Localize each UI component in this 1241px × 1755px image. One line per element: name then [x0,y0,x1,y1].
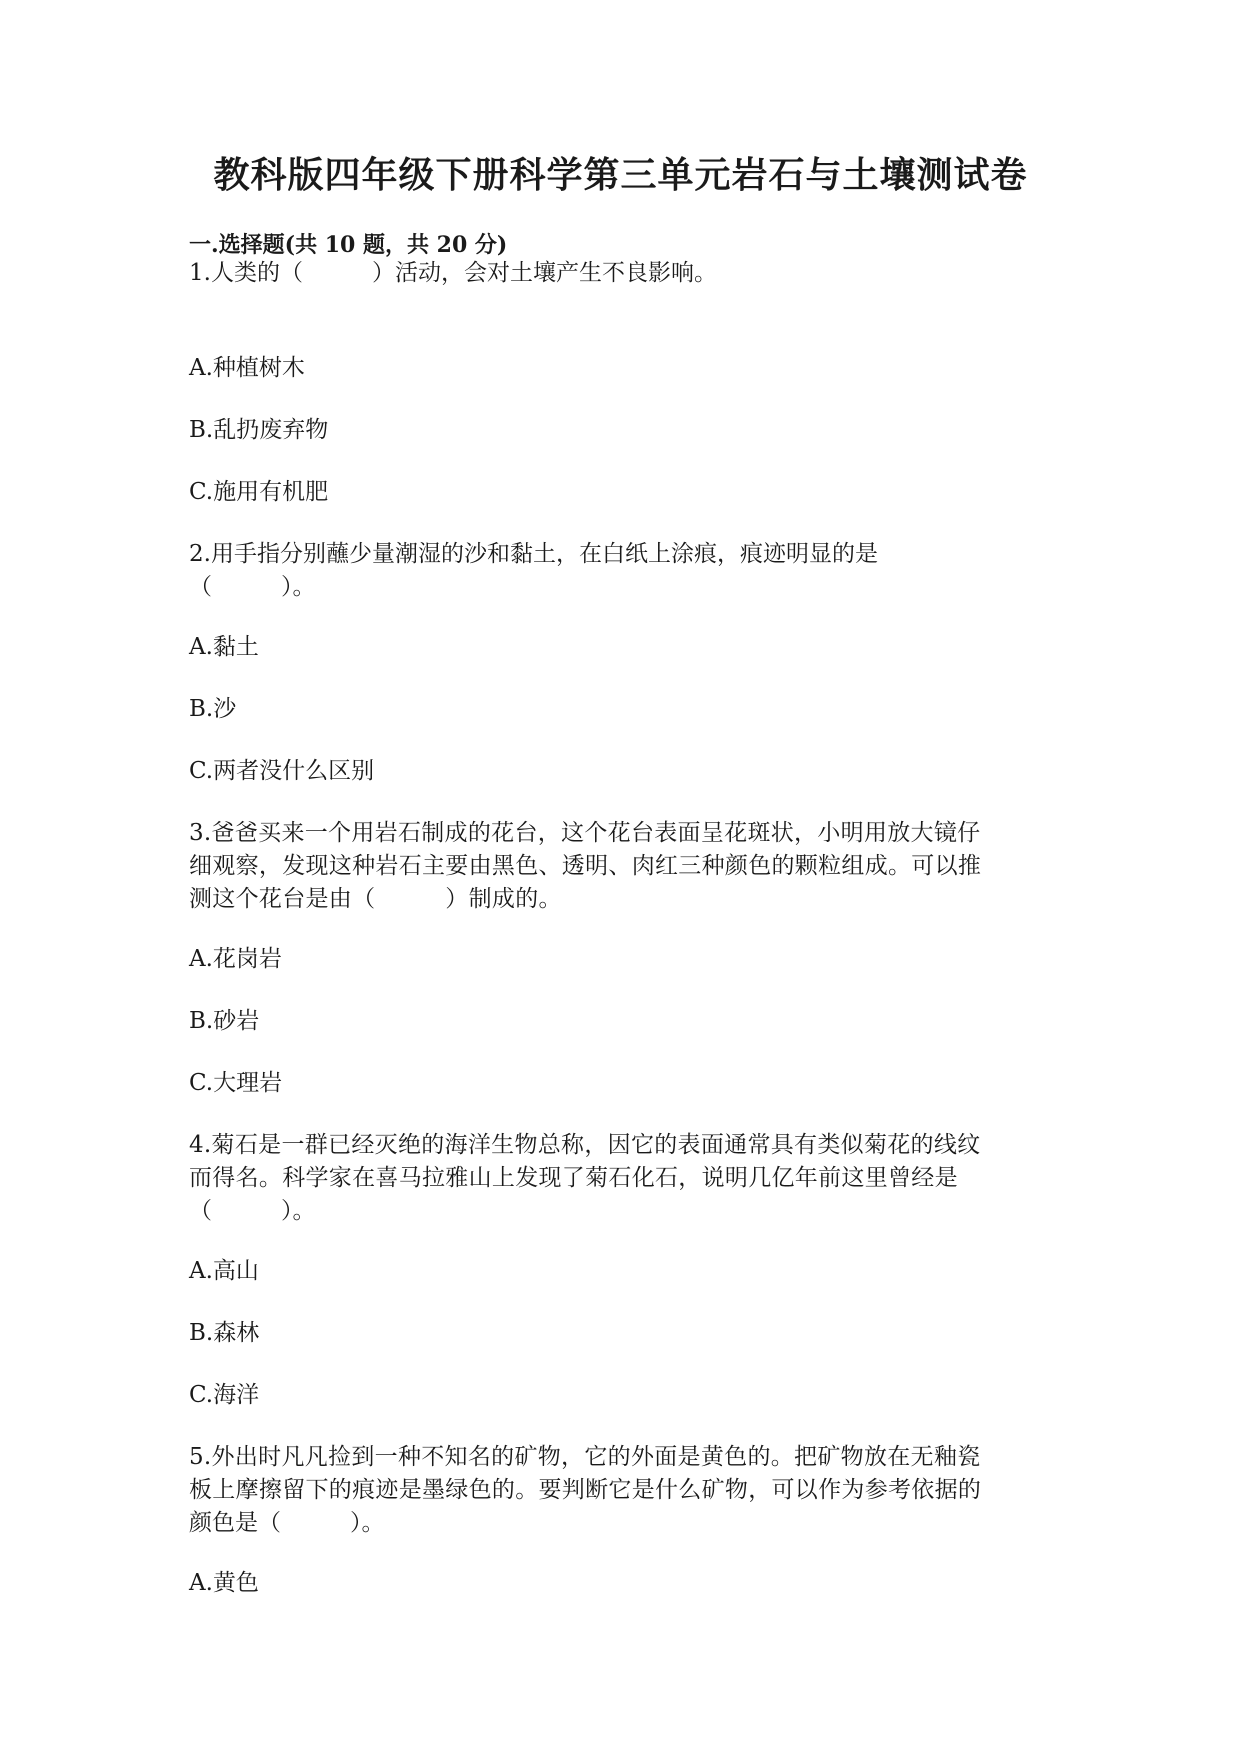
question-2-option-c: C.两者没什么区别 [189,758,375,784]
question-2-option-a: A.黏土 [189,634,259,660]
question-4-option-c: C.海洋 [189,1382,260,1408]
question-3-text-line-3: 测这个花台是由（ ）制成的。 [189,886,562,912]
question-3-option-b: B.砂岩 [189,1008,260,1034]
question-2-text-line-2: （ ）。 [189,574,316,600]
question-5-text-line-1: 5.外出时凡凡捡到一种不知名的矿物，它的外面是黄色的。把矿物放在无釉瓷 [189,1444,981,1470]
question-2-text-line-1: 2.用手指分别蘸少量潮湿的沙和黏土，在白纸上涂痕，痕迹明显的是 [189,541,878,567]
question-4-text-line-2: 而得名。科学家在喜马拉雅山上发现了菊石化石，说明几亿年前这里曾经是 [189,1165,958,1191]
question-4-text-line-1: 4.菊石是一群已经灭绝的海洋生物总称，因它的表面通常具有类似菊花的线纹 [189,1132,981,1158]
page-title: 教科版四年级下册科学第三单元岩石与土壤测试卷 [213,154,1028,196]
section-heading: 一.选择题(共 10 题，共 20 分) [189,232,508,258]
question-4-text-line-3: （ ）。 [189,1198,316,1224]
question-2-option-b: B.沙 [189,696,237,722]
question-3-text-line-2: 细观察，发现这种岩石主要由黑色、透明、肉红三种颜色的颗粒组成。可以推 [189,853,982,879]
question-1-option-b: B.乱扔废弃物 [189,417,329,443]
question-1-option-c: C.施用有机肥 [189,479,329,505]
question-3-text-line-1: 3.爸爸买来一个用岩石制成的花台，这个花台表面呈花斑状，小明用放大镜仔 [189,820,981,846]
question-3-option-a: A.花岗岩 [189,946,282,972]
question-5-text-line-3: 颜色是（ ）。 [189,1510,385,1536]
question-4-option-b: B.森林 [189,1320,260,1346]
question-1-text: 1.人类的（ ）活动，会对土壤产生不良影响。 [189,260,717,286]
question-5-option-a: A.黄色 [189,1570,259,1596]
question-5-text-line-2: 板上摩擦留下的痕迹是墨绿色的。要判断它是什么矿物，可以作为参考依据的 [189,1477,982,1503]
question-4-option-a: A.高山 [189,1258,259,1284]
question-3-option-c: C.大理岩 [189,1070,283,1096]
question-1-option-a: A.种植树木 [189,355,305,381]
